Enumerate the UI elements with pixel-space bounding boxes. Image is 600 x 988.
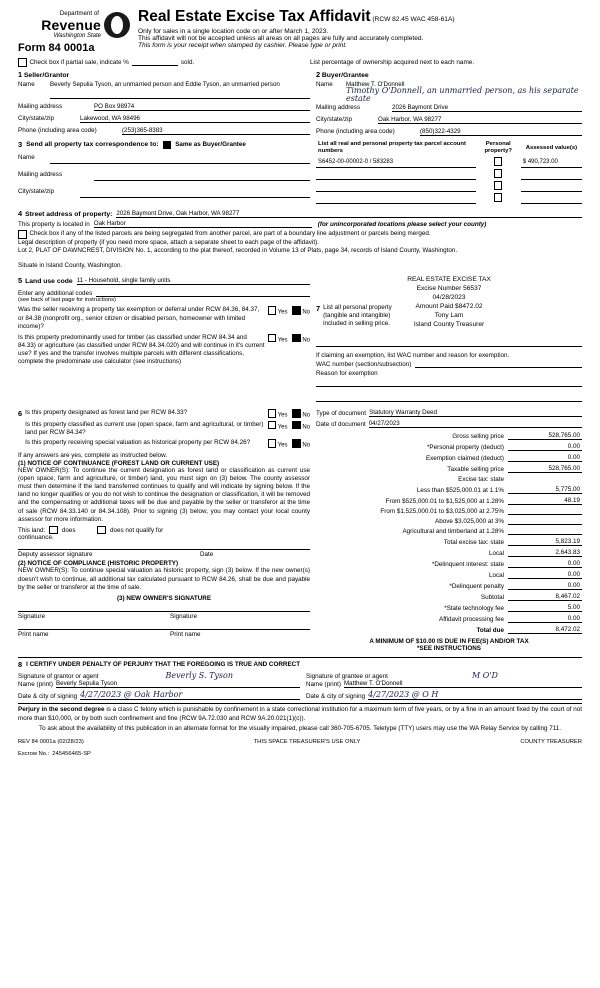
form-header: [18, 8, 582, 54]
timber-no-label: No: [302, 337, 310, 344]
tax-line-label-5: Less than $525,000.01 at 1.1%: [416, 487, 504, 495]
seller-name-label: Name: [18, 80, 35, 88]
tax-line-value-15[interactable]: 8,467.02: [508, 593, 582, 601]
grantor-signature-label: Signature of grantor or agent: [18, 673, 99, 681]
grantor-name-value[interactable]: Beverly Sepulia Tyson: [56, 680, 300, 688]
tax-line-value-5[interactable]: 5,775.00: [508, 486, 582, 494]
historic-yes-label: Yes: [277, 442, 288, 449]
grantee-signature-label: Signature of grantee or agent: [306, 673, 388, 681]
tax-line-value-6[interactable]: 48.19: [508, 497, 582, 505]
document-date-label: Date of document: [316, 421, 366, 429]
table-row: [316, 156, 582, 168]
section-5-land-use: [18, 276, 310, 404]
personal-property-checkbox-0[interactable]: [494, 157, 503, 166]
legal-description-label: Legal description of property (if you need more space, attach a separate sheet to each page of the affidavit).: [18, 238, 319, 246]
historic-yes-checkbox[interactable]: [268, 439, 277, 448]
washington-state-label: Washington State: [53, 33, 101, 39]
stamp-line-6: Island County Treasurer: [413, 320, 485, 328]
timber-yes-checkbox[interactable]: [268, 334, 277, 343]
perjury-text: is a class C felony which is punishable by confinement in a state correctional institution for a maximum term of five years, or by a fine in an amount fixed by the court of not more than $10,000, or by both such confinement and fine (RCW 9A.72.030 and RCW 9A.20.021(1)(c)).: [18, 706, 583, 722]
section-7-number: 7: [316, 303, 321, 313]
grantor-name-label: Name (print): [18, 681, 53, 689]
buyer-name-handwritten: Timothy O'Donnell, an unmarried person, as his separate estate: [346, 85, 579, 103]
land-use-code-value[interactable]: 11 - Household, single family units: [77, 277, 310, 285]
title-statute-ref: (RCW 82.45 WAC 458-61A): [372, 16, 455, 23]
section-1-number: 1: [18, 69, 23, 79]
historic-no-label: No: [302, 442, 310, 449]
grantee-signature-handwritten[interactable]: M O'D: [472, 671, 498, 681]
grantee-date-label: Date & city of signing: [306, 693, 366, 701]
parcel-number-1[interactable]: [316, 168, 476, 180]
stamp-line-4: Amount Paid $8472.02: [415, 303, 483, 311]
stamp-line-3: 04/28/2023: [432, 294, 466, 302]
document-date-value[interactable]: 04/27/2023: [369, 420, 582, 428]
section-4-label: Street address of property:: [25, 211, 113, 219]
document-type-value[interactable]: Statutory Warranty Deed: [369, 409, 582, 417]
section-8-certification: [18, 657, 582, 700]
stamp-line-2: Excise Number 56537: [416, 285, 482, 293]
buyer-mailing-label: Mailing address: [316, 104, 361, 112]
grantee-name-label: Name (print): [306, 681, 341, 689]
exemption-yes-label: Yes: [277, 309, 288, 316]
alternate-format-note: To ask about the availability of this publication in an alternate format for the visually impaired, please call 360-705-6705. Teletype (TTY) users may use the WA Relay Service by calling 711.: [38, 724, 562, 732]
same-as-buyer-checkbox[interactable]: [163, 141, 172, 150]
new-owner-sig-1-label[interactable]: Signature: [18, 612, 45, 620]
partial-sale-checkbox[interactable]: [18, 58, 27, 67]
table-row: [316, 192, 582, 204]
header-note-2: This affidavit will not be accepted unless all areas on all pages are fully and accurately completed.: [138, 35, 424, 42]
notice-compliance-heading: (2) NOTICE OF COMPLIANCE (HISTORIC PROPERTY): [18, 560, 179, 568]
assessed-value-2[interactable]: [521, 180, 582, 192]
department-label: Department of: [59, 10, 99, 17]
page-title: Real Estate Excise Tax Affidavit: [138, 8, 371, 25]
tax-line-label-11: Local: [488, 550, 504, 558]
segregated-parcels-checkbox[interactable]: [18, 230, 27, 239]
located-in-label: This property is located in: [18, 221, 90, 229]
seller-city-value[interactable]: Lakewood, WA 98496: [80, 115, 310, 123]
agency-logo-block: [18, 8, 130, 54]
revenue-label: Revenue: [41, 17, 101, 33]
reason-exemption-line-2[interactable]: [316, 392, 582, 402]
deputy-assessor-sig-label[interactable]: Deputy assessor signature: [18, 551, 93, 559]
section-3-label: Send all property tax correspondence to:: [26, 141, 159, 149]
section-5-label: Land use code: [25, 278, 73, 286]
section-2-label: Buyer/Grantee: [321, 71, 369, 79]
wac-number-value[interactable]: [415, 359, 582, 368]
state-seal-icon: [104, 12, 130, 38]
tax-calculation-block: [310, 409, 582, 652]
land-does-not-checkbox[interactable]: [97, 526, 106, 535]
stamp-line-5: Tony Lam: [434, 312, 464, 319]
corr-mailing-value[interactable]: [94, 171, 310, 181]
section-8-number: 8: [18, 660, 23, 670]
seller-mailing-label: Mailing address: [18, 102, 63, 110]
tax-line-value-17[interactable]: 0.00: [508, 615, 582, 623]
currentuse-yes-label: Yes: [277, 424, 288, 431]
escrow-number-label: Escrow No.:: [18, 751, 50, 758]
corr-name-label: Name: [18, 154, 35, 162]
parcel-number-0[interactable]: S6452-00-00002-0 / 583283: [316, 156, 476, 168]
same-as-buyer-label: Same as Buyer/Grantee: [175, 141, 246, 149]
currentuse-no-label: No: [302, 424, 310, 431]
property-street-address[interactable]: 2026 Baymont Drive, Oak Harbor, WA 98277: [116, 210, 582, 218]
section-3-number: 3: [18, 140, 23, 150]
segregated-parcels-note: Check box if any of the listed parcels are being segregated from another parcel, are part of a boundary line adjustment or parcels being merged.: [29, 230, 431, 238]
treasurer-stamp-and-section-7: [310, 276, 582, 404]
section-6-number: 6: [18, 409, 23, 419]
timber-yes-label: Yes: [277, 337, 288, 344]
tax-line-value-3[interactable]: 528,765.00: [508, 465, 582, 473]
section-4-number: 4: [18, 209, 23, 219]
assessed-value-1[interactable]: [521, 168, 582, 180]
certification-header: I CERTIFY UNDER PENALTY OF PERJURY THAT THE FOREGOING IS TRUE AND CORRECT: [26, 661, 301, 669]
new-owner-sig-2-label[interactable]: Signature: [170, 612, 197, 620]
new-owner-signature-heading: (3) NEW OWNER'S SIGNATURE: [116, 594, 212, 602]
tax-line-label-0: Gross selling price: [452, 433, 504, 441]
section-2-number: 2: [316, 69, 321, 79]
tax-line-value-13[interactable]: 0.00: [508, 571, 582, 579]
tax-line-label-14: *Delinquent penalty: [449, 583, 504, 591]
parcel-table: [316, 140, 582, 204]
grantor-signature-handwritten[interactable]: Beverly S. Tyson: [165, 671, 234, 681]
perjury-bold-label: Perjury in the second degree: [18, 706, 105, 714]
section-1-label: Seller/Grantor: [23, 71, 70, 79]
tax-line-label-13: Local: [488, 572, 504, 580]
additional-codes-value[interactable]: [96, 288, 310, 297]
timber-question: Is this property predominantly used for timber (as classified under RCW 84.34 and 84.33) or agriculture (as classified under RCW 84.34.020) and will continue in it's current use? If yes and the transfer involves multiple parcels with different classifications, complete the predominate use calculator (see instructions): [18, 333, 265, 366]
currentuse-yes-checkbox[interactable]: [268, 421, 277, 430]
assessed-value-3[interactable]: [521, 192, 582, 204]
grantee-date-value[interactable]: 4/27/2023 @ O H: [368, 690, 582, 700]
section-7-label: List all personal property (tangible and intangible) included in selling price.: [323, 303, 392, 327]
personal-property-list-line[interactable]: [316, 338, 582, 347]
corr-city-label: City/state/zip: [18, 188, 55, 196]
section-6-designations: [18, 409, 310, 652]
form-number: Form 84 0001a: [18, 42, 95, 54]
personal-property-checkbox-1[interactable]: [494, 169, 503, 178]
grantor-date-label: Date & city of signing: [18, 693, 78, 701]
tax-line-value-0[interactable]: 528,765.00: [508, 432, 582, 440]
tax-line-value-14[interactable]: 0.00: [508, 582, 582, 590]
buyer-name-label: Name: [316, 80, 333, 88]
exemption-wac-label: If claiming an exemption, list WAC number and reason for exemption.: [316, 352, 510, 360]
table-row: [316, 180, 582, 192]
tax-line-label-6: From $525,000.01 to $1,525,000 at 1.28%: [385, 498, 504, 506]
currentuse-no-checkbox[interactable]: [292, 421, 301, 430]
buyer-phone-value[interactable]: (850)322-4329: [420, 128, 582, 136]
seller-mailing-value[interactable]: PO Box 98974: [94, 103, 310, 111]
tax-line-value-16[interactable]: 5.00: [508, 604, 582, 612]
section-1-seller: [18, 70, 310, 137]
buyer-mailing-value[interactable]: 2026 Baymont Drive: [392, 104, 582, 112]
tax-line-label-12: *Delinquent interest: state: [431, 561, 504, 569]
answers-yes-note: If any answers are yes, complete as instructed below.: [18, 451, 168, 459]
tax-line-value-12[interactable]: 0.00: [508, 560, 582, 568]
forest-no-checkbox[interactable]: [292, 409, 301, 418]
table-row: [316, 168, 582, 180]
treasurer-space-label: THIS SPACE TREASURER'S USE ONLY: [253, 739, 361, 746]
tax-line-label-9: Agricultural and timberland at 1.28%: [402, 528, 504, 536]
reason-exemption-line-1[interactable]: [316, 377, 582, 387]
tax-line-value-10[interactable]: 5,823.19: [508, 538, 582, 546]
seller-city-label: City/state/zip: [18, 114, 55, 122]
tax-line-label-17: Affidavit processing fee: [439, 616, 504, 624]
perjury-note: [18, 706, 582, 722]
section-3-correspondence: [18, 140, 310, 204]
corr-name-value[interactable]: [50, 154, 310, 164]
reason-exemption-label: Reason for exemption: [316, 370, 378, 378]
land-does-label: does: [61, 526, 76, 534]
seller-phone-label: Phone (including area code): [18, 126, 97, 134]
parcel-col-header: List all real and personal property tax parcel account numbers: [318, 141, 466, 155]
tax-line-label-2: Exemption claimed (deduct): [425, 455, 504, 463]
corr-mailing-label: Mailing address: [18, 171, 63, 179]
current-use-question: Is this property classified as current use (open space, farm and agricultural, or timber) land per RCW 84.34?: [25, 420, 264, 437]
tax-line-label-8: Above $3,025,000 at 3%: [435, 518, 504, 526]
header-note-3: This form is your receipt when stamped by cashier. Please type or print.: [138, 42, 348, 49]
personal-col-header: Personal property?: [484, 141, 512, 155]
county-note: (for unincorporated locations please select your county): [317, 221, 487, 229]
exemption-question: Was the seller receiving a property tax exemption or deferral under RCW 84.36, 84.37, or 84.38 (nonprofit org., senior citizen or disabled person, homeowner with limited income)?: [18, 306, 260, 330]
partial-sale-label: Check box if partial sale, indicate %: [29, 58, 129, 66]
buyer-phone-label: Phone (including area code): [316, 128, 395, 136]
notice-compliance-text: NEW OWNER(S): To continue special valuation as historic property, sign (3) below. If the new owner(s) doesn't wish to continue, all additional tax calculated pursuant to RCW 84.26, shall be due and payable by the seller or transferor at the time of sale.: [18, 567, 310, 591]
stamp-line-1: REAL ESTATE EXCISE TAX: [407, 276, 491, 284]
tax-line-value-7[interactable]: [508, 514, 582, 515]
new-owner-print-2-label[interactable]: Print name: [170, 630, 201, 638]
historic-question: Is this property receiving special valuation as historical property per RCW 84.26?: [25, 439, 251, 447]
personal-property-checkbox-3[interactable]: [494, 193, 503, 202]
tax-line-label-16: *State technology fee: [444, 605, 504, 613]
buyer-name-print[interactable]: Matthew T. O'Donnell: [346, 80, 405, 88]
tax-line-value-1[interactable]: 0.00: [508, 443, 582, 451]
land-does-checkbox[interactable]: [49, 526, 58, 535]
corr-city-value[interactable]: [80, 188, 310, 198]
notice-continuance-heading: (1) NOTICE OF CONTINUANCE (FOREST LAND OR CURRENT USE): [18, 459, 220, 467]
assessed-col-header: Assessed value(s): [525, 144, 578, 151]
form-footer: [18, 703, 582, 757]
seller-name-value[interactable]: Beverly Sepulia Tyson, an unmarried person and Eddie Tyson, an unmarried person: [50, 81, 310, 99]
grantee-name-value[interactable]: Matthew T. O'Donnell: [344, 680, 582, 688]
buyer-city-label: City/state/zip: [316, 116, 353, 124]
forest-no-label: No: [302, 412, 310, 419]
pct-ownership-note: List percentage of ownership acquired next to each name.: [310, 58, 475, 66]
tax-line-label-4: Excise tax: state: [458, 476, 504, 484]
new-owner-print-1-label[interactable]: Print name: [18, 630, 49, 638]
tax-line-value-9[interactable]: [508, 534, 582, 535]
land-does-not-label: does not qualify for: [109, 526, 164, 534]
buyer-city-value[interactable]: Oak Harbor, WA 98277: [378, 116, 582, 124]
parcel-number-3[interactable]: [316, 192, 476, 204]
this-land-label: This land:: [18, 526, 46, 534]
tax-line-label-7: From $1,525,000.01 to $3,025,000 at 2.75%: [380, 508, 504, 516]
timber-no-checkbox[interactable]: [292, 334, 301, 343]
forest-yes-label: Yes: [277, 412, 288, 419]
exemption-yes-checkbox[interactable]: [268, 306, 277, 315]
section-2-buyer: [310, 70, 582, 137]
partial-sale-suffix: sold.: [180, 58, 195, 66]
tax-line-value-8[interactable]: [508, 524, 582, 525]
situate-text: Situate in Island County, Washington.: [18, 262, 123, 270]
tax-line-value-18[interactable]: 8,472.02: [508, 626, 582, 634]
located-in-value[interactable]: Oak Harbor: [94, 220, 244, 228]
exemption-no-label: No: [302, 309, 310, 316]
deputy-date-label[interactable]: Date: [200, 551, 214, 559]
revision-number: REV 84 0001a (02/28/23): [18, 739, 84, 746]
grantor-date-value[interactable]: 4/27/2023 @ Oak Harbor: [80, 690, 300, 700]
escrow-number-value[interactable]: 245456465-SP: [52, 751, 91, 758]
parcel-table-block: [310, 140, 582, 204]
forest-yes-checkbox[interactable]: [268, 409, 277, 418]
section-5-number: 5: [18, 276, 23, 286]
parcel-number-2[interactable]: [316, 180, 476, 192]
section-4-property: [18, 209, 582, 269]
tax-line-label-15: Subtotal: [480, 594, 504, 602]
legal-description-text[interactable]: Lot 2, PLAT OF DAWNCREST, DIVISION No. 1, according to the plat thereof, recorded in Volume 13 of Plats, page 34, records of Island County, Washington.: [18, 246, 458, 254]
tax-line-label-18: Total due: [476, 627, 504, 635]
tax-line-label-1: *Personal property (deduct): [426, 444, 504, 452]
see-back-note: (see back of last page for instructions): [18, 297, 116, 304]
tax-line-label-10: Total excise tax: state: [443, 539, 504, 547]
personal-property-checkbox-2[interactable]: [494, 181, 503, 190]
tax-line-value-11[interactable]: 2,643.83: [508, 549, 582, 557]
historic-no-checkbox[interactable]: [292, 439, 301, 448]
tax-line-label-3: Taxable selling price: [447, 466, 504, 474]
see-instructions-note: *SEE INSTRUCTIONS: [416, 645, 482, 653]
header-note-1: Only for sales in a single location code on or after March 1, 2023.: [138, 28, 329, 35]
wac-number-label: WAC number (section/subsection): [316, 361, 412, 369]
seller-phone-value[interactable]: (253)365-8383: [122, 127, 310, 135]
tax-lines: [316, 432, 582, 634]
exemption-no-checkbox[interactable]: [292, 306, 301, 315]
minimum-due-note: A MINIMUM OF $10.00 IS DUE IN FEE(S) AND/OR TAX: [369, 638, 529, 646]
notice-continuance-text: NEW OWNER(S): To continue the current designation as forest land or classification as current use (open space, farm and agriculture, or timber) land, you must sign on (3) below. The county assessor must then determine if the land transferred continues to qualify and will indicate by signing below. If the land no longer qualifies or you do not wish to continue the designation or classification, it will be removed and the compensating or additional taxes will be due and payable by the seller or transferor at the time of sale (RCW 84.33.140 or 84.34.108). Prior to signing (3) below, you may contact your local county assessor for more information.: [18, 466, 310, 523]
county-treasurer-label: COUNTY TREASURER: [520, 739, 582, 746]
tax-line-value-2[interactable]: 0.00: [508, 454, 582, 462]
assessed-value-0[interactable]: $ 490,723.00: [521, 156, 582, 168]
document-type-label: Type of document: [316, 410, 367, 418]
additional-codes-label: Enter any additional codes: [18, 290, 93, 298]
forest-land-question: Is this property designated as forest land per RCW 84.33?: [25, 409, 188, 417]
continuance-label: continuance.: [18, 534, 54, 542]
